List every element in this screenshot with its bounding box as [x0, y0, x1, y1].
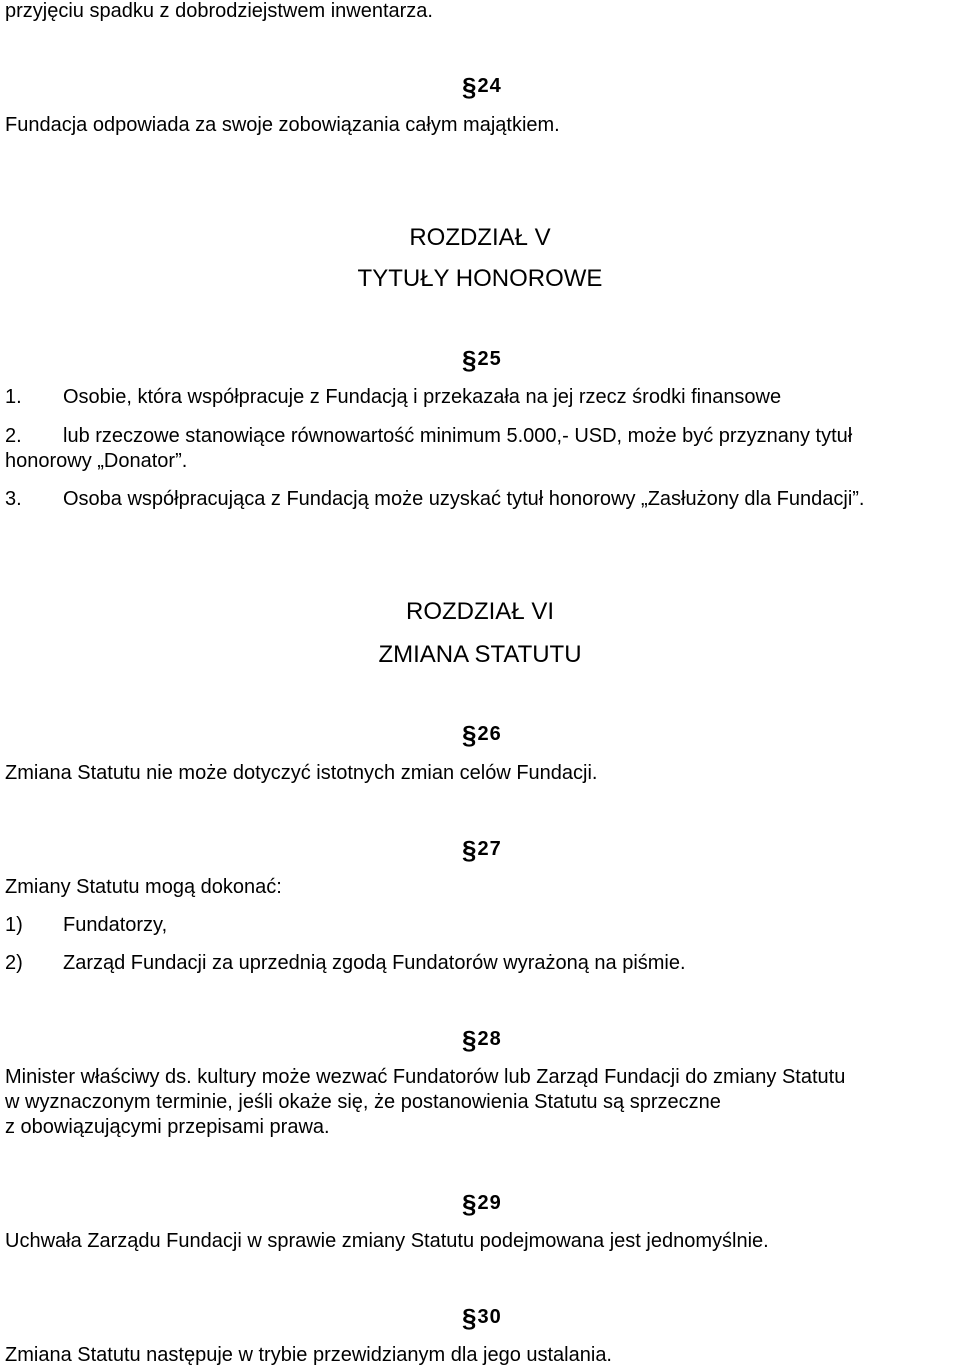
section-number: 26 [477, 723, 502, 745]
chapter-6-title: ROZDZIAŁ VI [405, 598, 555, 625]
section-number: 30 [477, 1306, 502, 1328]
section-heading-30 [462, 1303, 502, 1333]
section-27-intro: Zmiany Statutu mogą dokonać: [5, 876, 282, 898]
chapter-6-subtitle: ZMIANA STATUTU [378, 641, 582, 668]
section-symbol: § [462, 720, 478, 750]
list-item-number: 2) [5, 952, 23, 974]
section-number: 28 [477, 1028, 502, 1050]
section-number: 24 [477, 75, 502, 97]
list-item-continuation: honorowy „Donator”. [5, 450, 188, 472]
section-heading-28 [462, 1025, 502, 1055]
list-item-text: Osobie, która współpracuje z Fundacją i przekazała na jej rzecz środki finansowe [63, 386, 782, 408]
list-item-text: Zarząd Fundacji za uprzednią zgodą Fundatorów wyrażoną na piśmie. [63, 952, 686, 974]
section-symbol: § [462, 345, 478, 375]
section-heading-25 [462, 345, 502, 375]
section-26-paragraph: Zmiana Statutu nie może dotyczyć istotnych zmian celów Fundacji. [5, 762, 598, 784]
list-item-text: Fundatorzy, [63, 914, 168, 936]
section-symbol: § [462, 835, 478, 865]
list-item [0, 424, 960, 448]
paragraph-tail: przyjęciu spadku z dobrodziejstwem inwentarza. [5, 0, 433, 22]
section-28-line: z obowiązującymi przepisami prawa. [5, 1116, 330, 1138]
section-heading-24 [462, 72, 502, 102]
section-heading-26 [462, 720, 502, 750]
section-heading-27 [462, 835, 502, 865]
list-item-number: 1. [5, 386, 22, 408]
list-item-text: Osoba współpracująca z Fundacją może uzyskać tytuł honorowy „Zasłużony dla Fundacji”. [63, 488, 865, 510]
section-29-paragraph: Uchwała Zarządu Fundacji w sprawie zmiany Statutu podejmowana jest jednomyślnie. [5, 1230, 769, 1252]
section-number: 27 [477, 838, 502, 860]
section-28-line: Minister właściwy ds. kultury może wezwać Fundatorów lub Zarząd Fundacji do zmiany Statutu [5, 1066, 846, 1088]
section-30-paragraph: Zmiana Statutu następuje w trybie przewidzianym dla jego ustalania. [5, 1344, 612, 1366]
section-28-line: w wyznaczonym terminie, jeśli okaże się, że postanowienia Statutu są sprzeczne [5, 1091, 721, 1113]
section-symbol: § [462, 1303, 478, 1333]
section-number: 25 [477, 348, 502, 370]
chapter-5-subtitle: TYTUŁY HONOROWE [357, 265, 603, 292]
list-item-number: 1) [5, 914, 23, 936]
list-item-number: 3. [5, 488, 22, 510]
section-heading-29 [462, 1189, 502, 1219]
list-item-number: 2. [5, 425, 22, 447]
section-number: 29 [477, 1192, 502, 1214]
section-symbol: § [462, 72, 478, 102]
list-item-text: lub rzeczowe stanowiące równowartość minimum 5.000,- USD, może być przyznany tytuł [63, 425, 853, 447]
list-item [0, 487, 960, 511]
section-24-paragraph: Fundacja odpowiada za swoje zobowiązania całym majątkiem. [5, 114, 560, 136]
chapter-5-title: ROZDZIAŁ V [409, 224, 551, 251]
section-symbol: § [462, 1189, 478, 1219]
section-symbol: § [462, 1025, 478, 1055]
list-item [0, 385, 960, 409]
list-item [0, 951, 960, 975]
list-item [0, 913, 960, 937]
